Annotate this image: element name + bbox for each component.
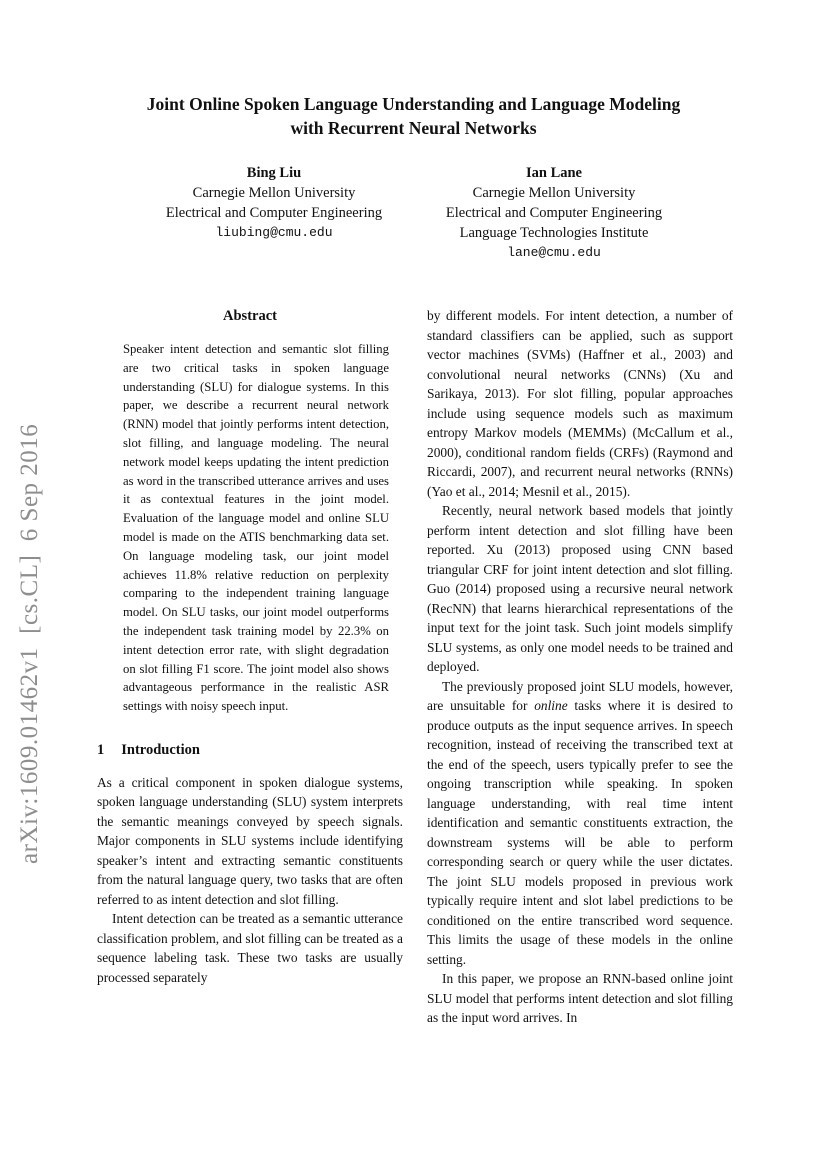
- author-1: [134, 163, 414, 263]
- section-title: Introduction: [121, 741, 200, 758]
- author-block: [134, 163, 694, 263]
- body-paragraph-2: Recently, neural network based models that jointly perform intent detection and slot filling have been reported. Xu (2013) proposed using CNN based triangular CRF for joint intent detection and slot filling. Guo (2014) proposed using a recursive neural network (RecNN) that learns hierarchical representations of the input text for the joint task. Such joint models simplify SLU systems, as only one model needs to be trained and deployed.: [427, 503, 733, 674]
- author-2-email: lane@cmu.edu: [507, 245, 601, 260]
- author-1-affiliation-1: Carnegie Mellon University: [192, 185, 356, 201]
- author-2-affiliation-3: Language Technologies Institute: [459, 225, 649, 241]
- author-1-affiliation-2: Electrical and Computer Engineering: [165, 205, 383, 221]
- abstract-heading: Abstract: [223, 308, 277, 324]
- paper-title: [90, 92, 737, 140]
- section-number: 1: [97, 741, 105, 758]
- author-2-name: Ian Lane: [525, 165, 582, 181]
- body-paragraph-1: by different models. For intent detection, a number of standard classifiers can be applied, such as support vector machines (SVMs) (Haffner et al., 2003) and convolutional neural networks (CNNs) (Xu and Sarikaya, 2013). For slot filling, popular approaches include using sequence models such as maximum entropy Markov models (MEMMs) (McCallum et al., 2000), conditional random fields (CRFs) (Raymond and Riccardi, 2007), and recurrent neural networks (RNNs) (Yao et al., 2014; Mesnil et al., 2015).: [427, 308, 733, 499]
- paper-title-line2: with Recurrent Neural Networks: [290, 118, 537, 138]
- left-column: [97, 306, 403, 987]
- author-1-name: Bing Liu: [246, 165, 302, 181]
- author-1-email: liubing@cmu.edu: [215, 225, 333, 240]
- right-column: [427, 306, 733, 1028]
- author-2: [414, 163, 694, 263]
- body-paragraph-3-emphasis: online: [534, 698, 568, 713]
- paper-title-line1: Joint Online Spoken Language Understanding and Language Modeling: [146, 94, 681, 114]
- introduction-paragraph-2: Intent detection can be treated as a semantic utterance classification problem, and slot filling can be treated as a sequence labeling task. These two tasks are usually processed separately: [97, 911, 403, 985]
- abstract-text: Speaker intent detection and semantic slot filling are two critical tasks in spoken language understanding (SLU) for dialogue systems. In this paper, we describe a recurrent neural network (RNN) model that jointly performs intent detection, slot filling, and language modeling. The neural network model keeps updating the intent prediction as word in the transcribed utterance arrives and uses it as contextual features in the joint model. Evaluation of the language model and online SLU model is made on the ATIS benchmarking data set. On language modeling task, our joint model achieves 11.8% relative reduction on perplexity comparing to the independent training language model. On SLU tasks, our joint model outperforms the independent task training model by 22.3% on intent detection error rate, with slight degradation on slot filling F1 score. The joint model also shows advantageous performance in the realistic ASR settings with noisy speech input.: [123, 342, 389, 714]
- body-paragraph-3: [427, 677, 733, 970]
- section-heading-introduction: [97, 740, 403, 760]
- body-paragraph-3-before: The previously proposed joint SLU models, however, are unsuitable for: [427, 678, 733, 713]
- introduction-paragraph-1: As a critical component in spoken dialogue systems, spoken language understanding (SLU) system interprets the semantic meanings conveyed by speech signals. Major components in SLU systems include identifying speaker’s intent and extracting semantic constituents from the natural language query, two tasks that are often referred to as intent detection and slot filling.: [97, 774, 403, 907]
- author-2-affiliation-2: Electrical and Computer Engineering: [445, 205, 663, 221]
- body-paragraph-3-after: tasks where it is desired to produce outputs as the input sequence arrives. In speech recognition, instead of receiving the transcribed text at the end of the speech, users typically prefer to see the ongoing transcription while speaking. In spoken language understanding, with real time intent identification and semantic constituents extraction, the downstream systems will be able to perform corresponding search or query while the user dictates. The joint SLU models proposed in previous work typically require intent and slot label predictions to be conditioned on the entire transcribed word sequence. This limits the usage of these models in the online setting.: [427, 698, 733, 967]
- body-paragraph-4: In this paper, we propose an RNN-based online joint SLU model that performs intent detection and slot filling as the input word arrives. In: [427, 971, 733, 1025]
- arxiv-watermark: arXiv:1609.01462v1 [cs.CL] 6 Sep 2016: [16, 423, 43, 864]
- author-2-affiliation-1: Carnegie Mellon University: [472, 185, 636, 201]
